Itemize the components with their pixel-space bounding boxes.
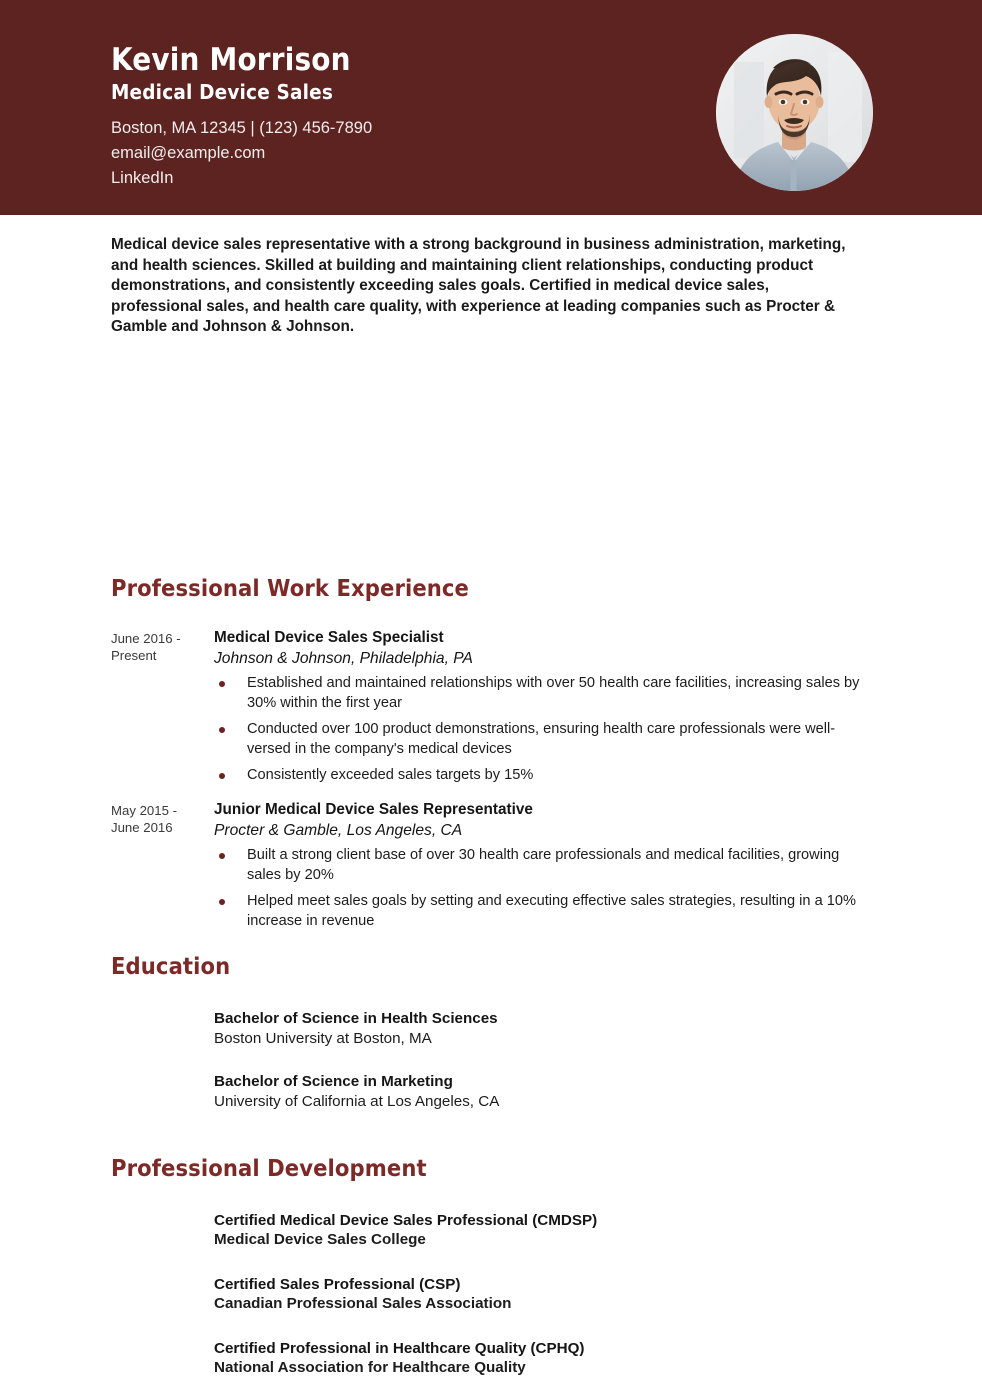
experience-dates: May 2015 - June 2016 — [111, 802, 177, 835]
education-degree: Bachelor of Science in Health Sciences — [214, 1010, 498, 1027]
page-title: Kevin Morrison — [111, 42, 351, 78]
experience-bullet-list — [214, 846, 871, 931]
contact-email[interactable]: email@example.com — [111, 144, 266, 162]
education-entry — [214, 1009, 982, 1050]
job-headline: Medical Device Sales — [111, 80, 334, 104]
section-title-education: Education — [111, 952, 231, 980]
list-item: Consistently exceeded sales targets by 15% — [214, 766, 871, 786]
list-item: Built a strong client base of over 30 health care professionals and medical facilities, growing sales by 20% — [214, 846, 871, 885]
development-entry — [214, 1275, 982, 1313]
experience-entry — [111, 628, 871, 786]
development-certification: Certified Medical Device Sales Professional (CMDSP) — [214, 1212, 598, 1229]
professional-summary: Medical device sales representative with a strong background in business administration, marketing, and health sciences. Skilled at building and maintaining client relationships, conducting product demonstrations, and consistently exceeding sales goals. Certified in medical device sales, professional sales, and health care quality, with experience at leading companies such as Procter & Gamble and Johnson & Johnson. — [111, 236, 846, 336]
development-certification: Certified Sales Professional (CSP) — [214, 1276, 461, 1293]
education-degree: Bachelor of Science in Marketing — [214, 1073, 453, 1090]
section-professional-work-experience — [0, 575, 982, 938]
section-education — [0, 953, 982, 1135]
resume-header-band — [0, 0, 982, 215]
list-item: Established and maintained relationships with over 50 health care facilities, increasing sales by 30% within the first year — [214, 674, 871, 713]
experience-detail — [214, 628, 871, 786]
contact-linkedin-link[interactable]: LinkedIn — [111, 169, 174, 187]
list-item: Conducted over 100 product demonstrations, ensuring health care professionals were well-versed in the company's medical devices — [214, 720, 871, 759]
experience-dates: June 2016 - Present — [111, 631, 181, 663]
experience-entry — [111, 800, 871, 931]
contact-location-phone: Boston, MA 12345 | (123) 456-7890 — [111, 119, 373, 137]
development-issuer: National Association for Healthcare Quality — [214, 1359, 526, 1376]
development-certification: Certified Professional in Healthcare Quality (CPHQ) — [214, 1340, 585, 1357]
experience-job-title: Junior Medical Device Sales Representative — [214, 800, 533, 818]
list-item: Helped meet sales goals by setting and executing effective sales strategies, resulting in a 10% increase in revenue — [214, 892, 871, 931]
section-professional-development — [0, 1155, 982, 1399]
development-entry — [214, 1211, 982, 1249]
development-entry — [214, 1339, 982, 1377]
section-title-development: Professional Development — [111, 1154, 427, 1182]
section-title-experience: Professional Work Experience — [111, 574, 469, 602]
education-school: Boston University at Boston, MA — [214, 1030, 432, 1047]
experience-detail — [214, 800, 871, 931]
experience-company: Procter & Gamble, Los Angeles, CA — [214, 821, 463, 839]
education-school: University of California at Los Angeles, CA — [214, 1093, 500, 1110]
development-issuer: Medical Device Sales College — [214, 1231, 426, 1248]
development-issuer: Canadian Professional Sales Association — [214, 1295, 512, 1312]
experience-bullet-list — [214, 674, 871, 786]
avatar — [716, 34, 873, 191]
education-entry — [214, 1072, 982, 1113]
experience-company: Johnson & Johnson, Philadelphia, PA — [214, 650, 473, 667]
experience-job-title: Medical Device Sales Specialist — [214, 629, 444, 646]
header-text-group — [111, 43, 671, 191]
portrait-photo-icon — [716, 34, 873, 191]
